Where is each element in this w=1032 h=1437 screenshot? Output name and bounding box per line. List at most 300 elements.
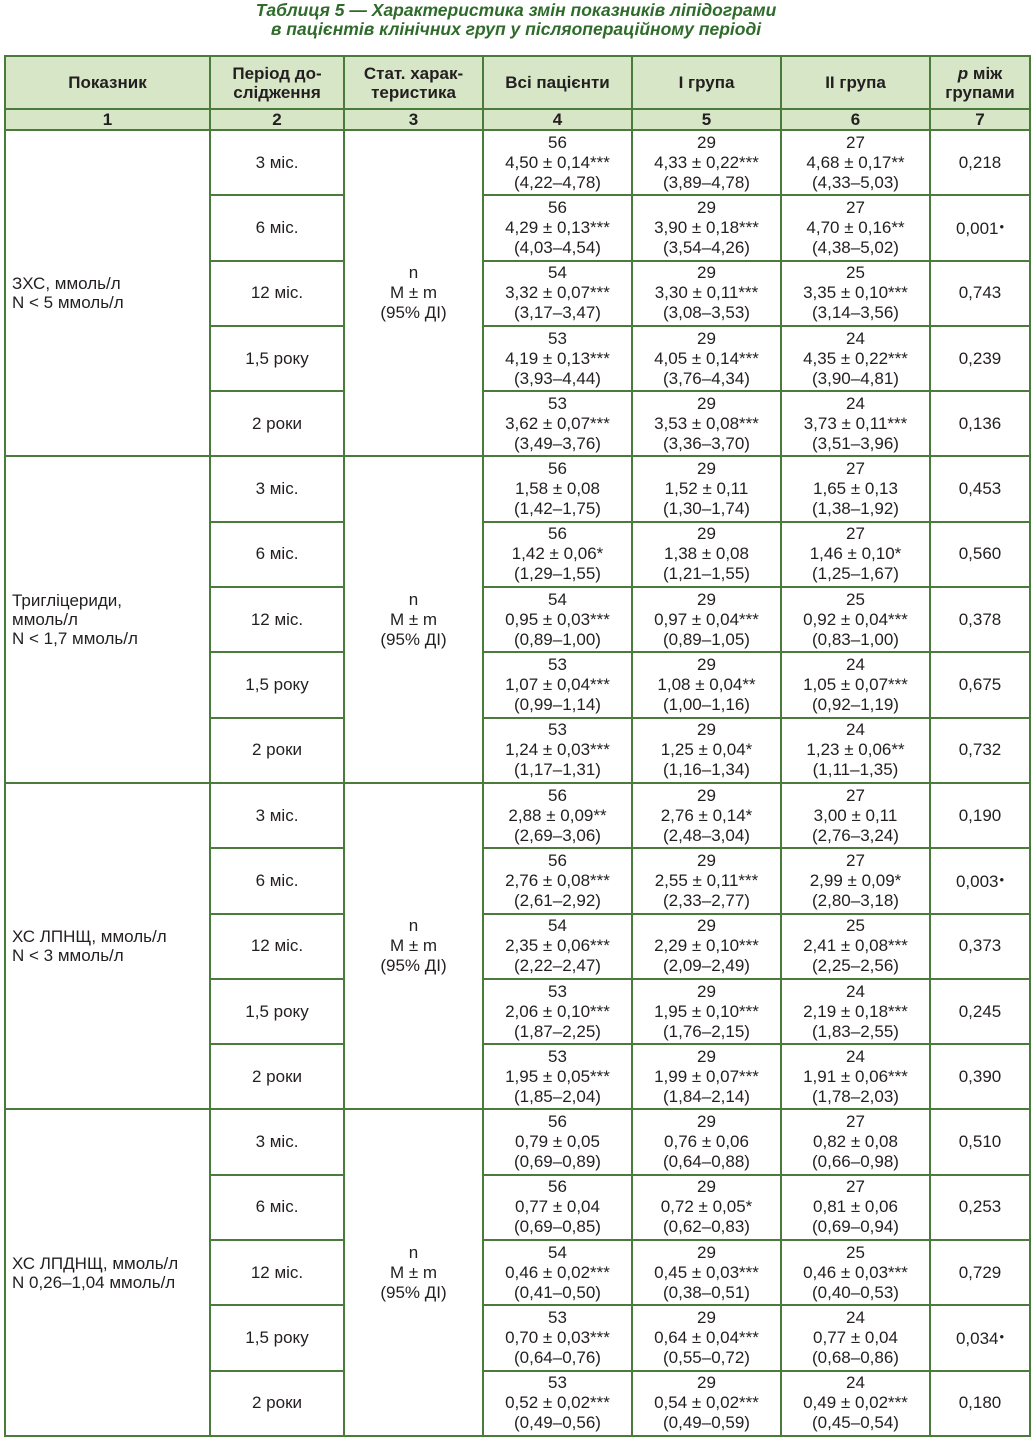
mean-value: 4,19 ± 0,13*** (505, 348, 610, 368)
period-cell: 2 роки (210, 391, 344, 456)
ci-value: (0,64–0,88) (663, 1152, 750, 1172)
p-value-cell (930, 456, 1030, 521)
p-value: 0,190 (958, 805, 1002, 825)
p-value: 0,453 (958, 479, 1002, 499)
value-cell-all (483, 1240, 632, 1305)
p-value: 0,034 (955, 1328, 999, 1348)
mean-value: 3,62 ± 0,07*** (505, 413, 610, 433)
value-cell-g2 (781, 326, 930, 391)
n-value: 27 (846, 524, 865, 544)
n-value: 29 (697, 132, 716, 152)
ci-value: (1,42–1,75) (514, 499, 601, 519)
table-row (5, 783, 1030, 848)
stat-line: n (408, 589, 419, 609)
mean-value: 2,76 ± 0,08*** (505, 870, 610, 890)
n-value: 27 (846, 1112, 865, 1132)
n-value: 29 (697, 1112, 716, 1132)
mean-value: 1,07 ± 0,04*** (505, 675, 610, 695)
mean-value: 2,06 ± 0,10*** (505, 1001, 610, 1021)
p-value: 0,560 (958, 544, 1002, 564)
header-row (5, 56, 1030, 109)
mean-value: 4,68 ± 0,17** (806, 152, 905, 172)
n-value: 53 (548, 328, 567, 348)
ci-value: (2,80–3,18) (812, 890, 899, 910)
value-cell-g2 (781, 1305, 930, 1370)
value-cell-all (483, 587, 632, 652)
mean-value: 0,76 ± 0,06 (664, 1132, 749, 1152)
mean-value: 1,08 ± 0,04** (657, 675, 756, 695)
ci-value: (2,76–3,24) (812, 825, 899, 845)
n-value: 54 (548, 916, 567, 936)
period-cell: 6 міс. (210, 522, 344, 587)
n-value: 56 (548, 132, 567, 152)
stat-line: (95% ДІ) (380, 956, 447, 976)
col-number: 2 (210, 109, 344, 130)
p-value-cell (930, 1371, 1030, 1436)
value-cell-all (483, 1044, 632, 1109)
n-value: 27 (846, 850, 865, 870)
period-cell: 6 міс. (210, 1175, 344, 1240)
ci-value: (1,16–1,34) (663, 760, 750, 780)
value-cell-g2 (781, 914, 930, 979)
p-value: 0,003 (955, 871, 999, 891)
value-cell-g1 (632, 456, 781, 521)
ci-value: (4,33–5,03) (812, 172, 899, 192)
n-value: 54 (548, 589, 567, 609)
value-cell-all (483, 848, 632, 913)
header-p-value: p між групами (930, 56, 1030, 109)
header-all-patients: Всі пацієнти (483, 56, 632, 109)
mean-value: 0,70 ± 0,03*** (505, 1327, 610, 1347)
indicator-line: N < 5 ммоль/л (12, 293, 124, 313)
value-cell-g2 (781, 456, 930, 521)
stat-cell (344, 783, 483, 1109)
n-value: 27 (846, 459, 865, 479)
mean-value: 0,46 ± 0,03*** (803, 1262, 908, 1282)
caption-line-1: Таблиця 5 — Характеристика змін показників ліпідограми (255, 0, 777, 20)
p-value-cell (930, 1044, 1030, 1109)
mean-value: 1,23 ± 0,06** (806, 740, 905, 760)
ci-value: (1,84–2,14) (663, 1086, 750, 1106)
ci-value: (3,93–4,44) (514, 368, 601, 388)
p-value-cell (930, 848, 1030, 913)
caption-line-2: в пацієнтів клінічних груп у післяопераційному періоді (270, 19, 762, 39)
n-value: 24 (846, 1307, 865, 1327)
value-cell-all (483, 1109, 632, 1174)
n-value: 53 (548, 1046, 567, 1066)
mean-value: 0,92 ± 0,04*** (803, 609, 908, 629)
ci-value: (0,41–0,50) (514, 1282, 601, 1302)
ci-value: (2,33–2,77) (663, 890, 750, 910)
ci-value: (3,08–3,53) (663, 303, 750, 323)
n-value: 29 (697, 655, 716, 675)
header-stat: Стат. харак- теристика (344, 56, 483, 109)
mean-value: 0,95 ± 0,03*** (505, 609, 610, 629)
value-cell-g1 (632, 391, 781, 456)
value-cell-g1 (632, 1305, 781, 1370)
ci-value: (0,64–0,76) (514, 1347, 601, 1367)
ci-value: (3,54–4,26) (663, 237, 750, 257)
value-cell-g1 (632, 195, 781, 260)
mean-value: 4,05 ± 0,14*** (654, 348, 759, 368)
n-value: 53 (548, 720, 567, 740)
mean-value: 2,88 ± 0,09** (508, 805, 607, 825)
col-number: 6 (781, 109, 930, 130)
p-value-cell (930, 587, 1030, 652)
stat-cell (344, 130, 483, 456)
ci-value: (0,89–1,00) (514, 629, 601, 649)
value-cell-all (483, 326, 632, 391)
n-value: 29 (697, 1046, 716, 1066)
stat-cell (344, 1109, 483, 1435)
period-cell: 12 міс. (210, 914, 344, 979)
p-value: 0,180 (958, 1393, 1002, 1413)
n-value: 56 (548, 785, 567, 805)
p-value-cell (930, 1109, 1030, 1174)
p-value-cell (930, 326, 1030, 391)
n-value: 29 (697, 1177, 716, 1197)
value-cell-g1 (632, 652, 781, 717)
indicator-line: ХС ЛПДНЩ, ммоль/л (12, 1253, 179, 1273)
mean-value: 4,33 ± 0,22*** (654, 152, 759, 172)
indicator-cell (5, 130, 210, 456)
period-cell: 1,5 року (210, 979, 344, 1044)
p-value: 0,510 (958, 1132, 1002, 1152)
value-cell-all (483, 718, 632, 783)
column-numbers-row (5, 109, 1030, 130)
header-indicator: Показник (5, 56, 210, 109)
significance-dot: • (999, 218, 1005, 234)
p-value: 0,001 (955, 218, 999, 238)
value-cell-g2 (781, 783, 930, 848)
stat-line: (95% ДІ) (380, 303, 447, 323)
ci-value: (1,29–1,55) (514, 564, 601, 584)
p-value-cell (930, 1175, 1030, 1240)
n-value: 54 (548, 1242, 567, 1262)
p-value-cell (930, 652, 1030, 717)
n-value: 56 (548, 524, 567, 544)
n-value: 25 (846, 263, 865, 283)
value-cell-all (483, 1305, 632, 1370)
indicator-cell (5, 456, 210, 782)
p-value: 0,253 (958, 1197, 1002, 1217)
ci-value: (1,00–1,16) (663, 695, 750, 715)
value-cell-g1 (632, 1109, 781, 1174)
indicator-line: ммоль/л (12, 610, 78, 630)
mean-value: 2,29 ± 0,10*** (654, 936, 759, 956)
value-cell-g2 (781, 979, 930, 1044)
n-value: 27 (846, 132, 865, 152)
table-row (5, 130, 1030, 195)
n-value: 29 (697, 1242, 716, 1262)
value-cell-g1 (632, 783, 781, 848)
value-cell-all (483, 456, 632, 521)
period-cell: 12 міс. (210, 1240, 344, 1305)
mean-value: 0,82 ± 0,08 (813, 1132, 898, 1152)
n-value: 24 (846, 981, 865, 1001)
mean-value: 2,19 ± 0,18*** (803, 1001, 908, 1021)
n-value: 27 (846, 1177, 865, 1197)
ci-value: (0,89–1,05) (663, 629, 750, 649)
p-value-cell (930, 718, 1030, 783)
ci-value: (1,78–2,03) (812, 1086, 899, 1106)
period-cell: 6 міс. (210, 195, 344, 260)
p-value: 0,239 (958, 348, 1002, 368)
value-cell-all (483, 1371, 632, 1436)
p-value-cell (930, 522, 1030, 587)
value-cell-g1 (632, 979, 781, 1044)
p-value-cell (930, 1305, 1030, 1370)
ci-value: (2,22–2,47) (514, 956, 601, 976)
col-number: 4 (483, 109, 632, 130)
mean-value: 1,91 ± 0,06*** (803, 1066, 908, 1086)
ci-value: (0,69–0,85) (514, 1217, 601, 1237)
ci-value: (1,38–1,92) (812, 499, 899, 519)
value-cell-all (483, 130, 632, 195)
ci-value: (3,76–4,34) (663, 368, 750, 388)
n-value: 25 (846, 589, 865, 609)
mean-value: 2,76 ± 0,14* (660, 805, 753, 825)
n-value: 29 (697, 981, 716, 1001)
ci-value: (0,49–0,56) (514, 1413, 601, 1433)
n-value: 29 (697, 459, 716, 479)
p-value-cell (930, 914, 1030, 979)
table-caption (0, 0, 1032, 42)
ci-value: (2,25–2,56) (812, 956, 899, 976)
mean-value: 3,90 ± 0,18*** (654, 217, 759, 237)
table-row (5, 1109, 1030, 1174)
p-value: 0,136 (958, 413, 1002, 433)
mean-value: 2,41 ± 0,08*** (803, 936, 908, 956)
mean-value: 1,65 ± 0,13 (813, 479, 898, 499)
n-value: 25 (846, 916, 865, 936)
mean-value: 1,52 ± 0,11 (664, 479, 749, 499)
period-cell: 3 міс. (210, 783, 344, 848)
stat-line: n (408, 916, 419, 936)
n-value: 53 (548, 393, 567, 413)
n-value: 29 (697, 524, 716, 544)
value-cell-g1 (632, 1371, 781, 1436)
mean-value: 3,32 ± 0,07*** (505, 283, 610, 303)
ci-value: (0,68–0,86) (812, 1347, 899, 1367)
table-row (5, 456, 1030, 521)
p-value-cell (930, 979, 1030, 1044)
n-value: 53 (548, 981, 567, 1001)
value-cell-g1 (632, 130, 781, 195)
ci-value: (0,40–0,53) (812, 1282, 899, 1302)
ci-value: (1,11–1,35) (812, 760, 899, 780)
p-value: 0,378 (958, 609, 1002, 629)
p-value: 0,732 (958, 740, 1002, 760)
mean-value: 4,35 ± 0,22*** (803, 348, 908, 368)
value-cell-g2 (781, 652, 930, 717)
ci-value: (4,03–4,54) (514, 237, 601, 257)
period-cell: 12 міс. (210, 587, 344, 652)
n-value: 53 (548, 1307, 567, 1327)
value-cell-g1 (632, 914, 781, 979)
ci-value: (0,92–1,19) (812, 695, 899, 715)
n-value: 29 (697, 916, 716, 936)
n-value: 29 (697, 1307, 716, 1327)
ci-value: (0,62–0,83) (663, 1217, 750, 1237)
n-value: 29 (697, 328, 716, 348)
table-body (5, 130, 1030, 1436)
col-number: 5 (632, 109, 781, 130)
stat-cell (344, 456, 483, 782)
mean-value: 1,42 ± 0,06* (511, 544, 604, 564)
mean-value: 1,38 ± 0,08 (664, 544, 749, 564)
mean-value: 0,54 ± 0,02*** (654, 1393, 759, 1413)
mean-value: 0,46 ± 0,02*** (505, 1262, 610, 1282)
n-value: 29 (697, 785, 716, 805)
ci-value: (3,49–3,76) (514, 433, 601, 453)
ci-value: (1,76–2,15) (663, 1021, 750, 1041)
ci-value: (0,55–0,72) (663, 1347, 750, 1367)
ci-value: (3,36–3,70) (663, 433, 750, 453)
ci-value: (3,14–3,56) (812, 303, 899, 323)
period-cell: 12 міс. (210, 261, 344, 326)
ci-value: (0,99–1,14) (514, 695, 601, 715)
stat-line: M ± m (389, 1262, 438, 1282)
p-value-cell (930, 391, 1030, 456)
n-value: 24 (846, 720, 865, 740)
value-cell-g1 (632, 522, 781, 587)
value-cell-g2 (781, 261, 930, 326)
p-value-cell (930, 130, 1030, 195)
ci-value: (1,83–2,55) (812, 1021, 899, 1041)
value-cell-g1 (632, 848, 781, 913)
n-value: 56 (548, 459, 567, 479)
ci-value: (0,45–0,54) (812, 1413, 899, 1433)
mean-value: 0,97 ± 0,04*** (654, 609, 759, 629)
value-cell-g2 (781, 1044, 930, 1109)
value-cell-g2 (781, 1371, 930, 1436)
ci-value: (0,69–0,94) (812, 1217, 899, 1237)
n-value: 56 (548, 1177, 567, 1197)
col-number: 7 (930, 109, 1030, 130)
value-cell-all (483, 783, 632, 848)
value-cell-g1 (632, 1175, 781, 1240)
value-cell-g1 (632, 261, 781, 326)
period-cell: 2 роки (210, 1044, 344, 1109)
col-number: 3 (344, 109, 483, 130)
ci-value: (2,69–3,06) (514, 825, 601, 845)
stat-line: n (408, 263, 419, 283)
period-cell: 3 міс. (210, 130, 344, 195)
value-cell-g2 (781, 391, 930, 456)
n-value: 24 (846, 328, 865, 348)
n-value: 25 (846, 1242, 865, 1262)
value-cell-g2 (781, 522, 930, 587)
stat-line: M ± m (389, 283, 438, 303)
ci-value: (3,89–4,78) (663, 172, 750, 192)
period-cell: 2 роки (210, 1371, 344, 1436)
stat-line: (95% ДІ) (380, 629, 447, 649)
mean-value: 3,30 ± 0,11*** (654, 283, 759, 303)
indicator-line: ЗХС, ммоль/л (12, 274, 121, 294)
value-cell-all (483, 652, 632, 717)
mean-value: 1,58 ± 0,08 (515, 479, 600, 499)
mean-value: 0,77 ± 0,04 (813, 1327, 898, 1347)
n-value: 56 (548, 850, 567, 870)
n-value: 56 (548, 1112, 567, 1132)
p-value: 0,743 (958, 283, 1002, 303)
ci-value: (0,66–0,98) (812, 1152, 899, 1172)
mean-value: 0,81 ± 0,06 (813, 1197, 898, 1217)
header-group-2: ІІ група (781, 56, 930, 109)
value-cell-g2 (781, 848, 930, 913)
indicator-line: ХС ЛПНЩ, ммоль/л (12, 927, 167, 947)
ci-value: (2,09–2,49) (663, 956, 750, 976)
value-cell-all (483, 261, 632, 326)
period-cell: 3 міс. (210, 456, 344, 521)
significance-dot: • (999, 871, 1005, 887)
value-cell-g2 (781, 1240, 930, 1305)
ci-value: (0,69–0,89) (514, 1152, 601, 1172)
ci-value: (3,90–4,81) (812, 368, 899, 388)
stat-line: M ± m (389, 936, 438, 956)
value-cell-g2 (781, 718, 930, 783)
indicator-line: N 0,26–1,04 ммоль/л (12, 1272, 176, 1292)
value-cell-all (483, 195, 632, 260)
mean-value: 2,35 ± 0,06*** (505, 936, 610, 956)
value-cell-g1 (632, 1240, 781, 1305)
n-value: 29 (697, 720, 716, 740)
header-period: Період до- слідження (210, 56, 344, 109)
p-value-cell (930, 261, 1030, 326)
mean-value: 0,49 ± 0,02*** (803, 1393, 908, 1413)
mean-value: 0,45 ± 0,03*** (654, 1262, 759, 1282)
n-value: 29 (697, 393, 716, 413)
mean-value: 1,25 ± 0,04* (660, 740, 753, 760)
value-cell-all (483, 1175, 632, 1240)
stat-line: n (408, 1242, 419, 1262)
n-value: 29 (697, 197, 716, 217)
indicator-cell (5, 1109, 210, 1435)
value-cell-g2 (781, 130, 930, 195)
mean-value: 4,29 ± 0,13*** (505, 217, 610, 237)
mean-value: 0,52 ± 0,02*** (505, 1393, 610, 1413)
value-cell-g1 (632, 326, 781, 391)
ci-value: (4,38–5,02) (812, 237, 899, 257)
ci-value: (4,22–4,78) (514, 172, 601, 192)
p-value-cell (930, 195, 1030, 260)
value-cell-g2 (781, 195, 930, 260)
mean-value: 4,70 ± 0,16** (806, 217, 905, 237)
ci-value: (1,87–2,25) (514, 1021, 601, 1041)
n-value: 24 (846, 655, 865, 675)
significance-dot: • (999, 1328, 1005, 1344)
n-value: 24 (846, 1373, 865, 1393)
p-value-cell (930, 783, 1030, 848)
p-value: 0,245 (958, 1001, 1002, 1021)
indicator-line: N < 1,7 ммоль/л (12, 629, 138, 649)
n-value: 24 (846, 393, 865, 413)
period-cell: 6 міс. (210, 848, 344, 913)
ci-value: (1,17–1,31) (514, 760, 601, 780)
period-cell: 2 роки (210, 718, 344, 783)
ci-value: (1,25–1,67) (812, 564, 899, 584)
ci-value: (1,21–1,55) (663, 564, 750, 584)
p-value-cell (930, 1240, 1030, 1305)
n-value: 24 (846, 1046, 865, 1066)
mean-value: 2,55 ± 0,11*** (654, 870, 759, 890)
ci-value: (0,38–0,51) (663, 1282, 750, 1302)
ci-value: (3,17–3,47) (514, 303, 601, 323)
indicator-line: N < 3 ммоль/л (12, 946, 124, 966)
n-value: 27 (846, 197, 865, 217)
indicator-line: Тригліцериди, (12, 591, 122, 611)
